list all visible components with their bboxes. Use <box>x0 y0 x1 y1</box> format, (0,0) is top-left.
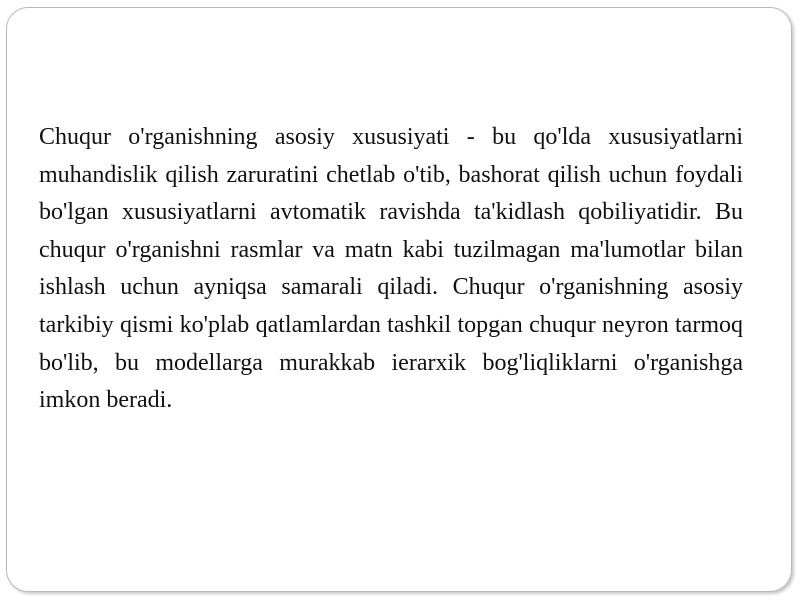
slide-body-text: Chuqur o'rganishning asosiy xususiyati - bu qo'lda xususiyatlarni muhandislik qilish zaruratini chetlab o'tib, bashorat qilish uchun foydali bo'lgan xususiyatlarni avtomatik ravishda ta'kidlash qobiliyatidir. Bu chuqur o'rganishni rasmlar va matn kabi tuzilmagan ma'lumotlar bilan ishlash uchun ayniqsa samarali qiladi. Chuqur o'rganishning asosiy tarkibiy qismi ko'plab qatlamlardan tashkil topgan chuqur neyron tarmoq bo'lib, bu modellarga murakkab ierarxik bog'liqliklarni o'rganishga imkon beradi. <box>39 124 743 414</box>
slide-frame <box>6 7 792 592</box>
